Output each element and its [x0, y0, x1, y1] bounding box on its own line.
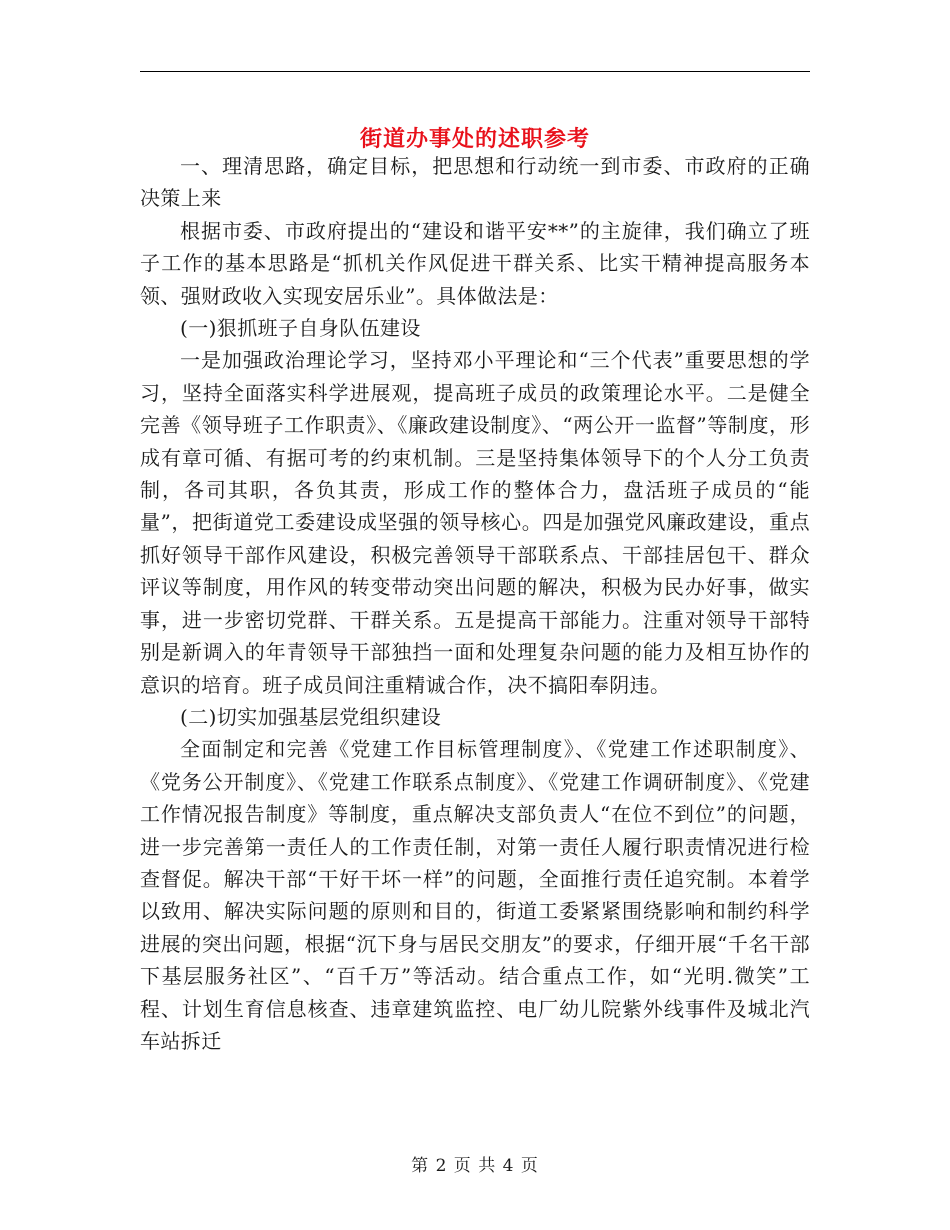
body-paragraph-2: 一是加强政治理论学习，坚持邓小平理论和“三个代表”重要思想的学习，坚持全面落实科学进展观，提高班子成员的政策理论水平。二是健全完善《领导班子工作职责》、《廉政建设制度》、“两公开一监督”等制度，形成有章可循、有据可考的约束机制。三是坚持集体领导下的个人分工负责制，各司其职，各负其责，形成工作的整体合力，盘活班子成员的“能量”，把街道党工委建设成坚强的领导核心。四是加强党风廉政建设，重点抓好领导干部作风建设，积极完善领导干部联系点、干部挂居包干、群众评议等制度，用作风的转变带动突出问题的解决，积极为民办好事，做实事，进一步密切党群、干群关系。五是提高干部能力。注重对领导干部特别是新调入的年青领导干部独挡一面和处理复杂问题的能力及相互协作的意识的培育。班子成员间注重精诚合作，决不搞阳奉阴违。	[140, 348, 810, 697]
page-number-footer: 第 2 页 共 4 页	[411, 1156, 539, 1176]
document-title: 街道办事处的述职参考	[359, 125, 590, 152]
subsection-heading-2: (二)切实加强基层党组织建设	[180, 704, 442, 729]
document-body	[140, 150, 810, 1057]
header-rule	[140, 71, 810, 72]
body-paragraph-3: 全面制定和完善《党建工作目标管理制度》、《党建工作述职制度》、《党务公开制度》、《党建工作联系点制度》、《党建工作调研制度》、《党建工作情况报告制度》等制度，重点解决支部负责人“在位不到位”的问题，进一步完善第一责任人的工作责任制，对第一责任人履行职责情况进行检查督促。解决干部“干好干坏一样”的问题，全面推行责任追究制。本着学以致用、解决实际问题的原则和目的，街道工委紧紧围绕影响和制约科学进展的突出问题，根据“沉下身与居民交朋友”的要求，仔细开展“千名干部下基层服务社区”、“百千万”等活动。结合重点工作，如“光明.微笑”工程、计划生育信息核查、违章建筑监控、电厂幼儿院紫外线事件及城北汽车站拆迁	[140, 737, 810, 1053]
section-heading-1: 一、理清思路，确定目标，把思想和行动统一到市委、市政府的正确决策上来	[140, 154, 810, 211]
body-paragraph-1: 根据市委、市政府提出的“建设和谐平安**”的主旋律，我们确立了班子工作的基本思路是“抓机关作风促进干群关系、比实干精神提高服务本领、强财政收入实现安居乐业”。具体做法是：	[140, 218, 810, 308]
subsection-heading-1: (一)狠抓班子自身队伍建设	[180, 316, 421, 341]
